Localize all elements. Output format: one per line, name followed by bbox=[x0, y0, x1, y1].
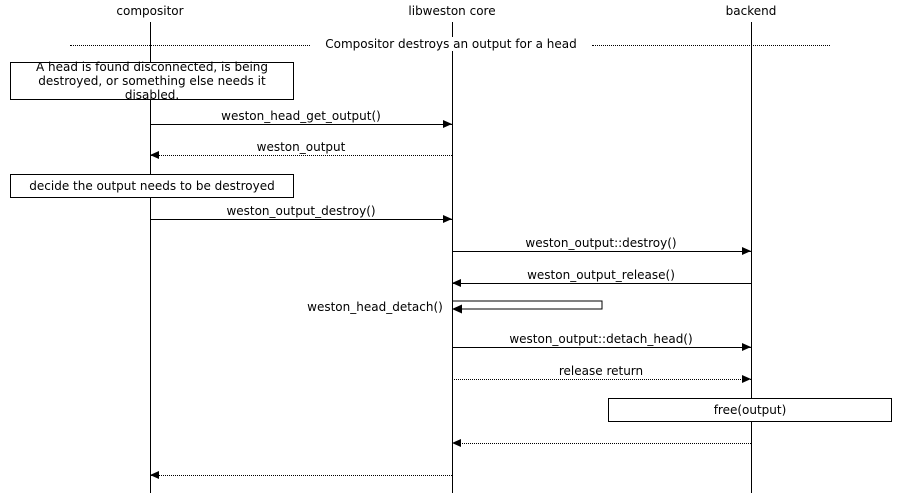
lifeline-libweston-core bbox=[452, 22, 453, 493]
msg-weston-output-destroy-op-label: weston_output::destroy() bbox=[525, 236, 677, 250]
note-free-output: free(output) bbox=[608, 398, 892, 422]
msg-weston-head-get-output-label: weston_head_get_output() bbox=[221, 109, 381, 123]
msg-weston-output-destroy-op-arrowhead bbox=[742, 247, 751, 255]
lifeline-label-compositor: compositor bbox=[116, 4, 184, 18]
msg-weston-output-destroy bbox=[150, 219, 452, 220]
msg-release-return bbox=[452, 379, 751, 380]
lifeline-label-libweston-core: libweston core bbox=[408, 4, 496, 18]
msg-weston-output-detach-head bbox=[452, 347, 751, 348]
msg-weston-output-release bbox=[452, 283, 751, 284]
msg-weston-head-get-output bbox=[150, 124, 452, 125]
diagram-title: Compositor destroys an output for a head bbox=[320, 37, 582, 51]
lifeline-label-backend: backend bbox=[725, 4, 777, 18]
msg-weston-output-destroy-arrowhead bbox=[443, 215, 452, 223]
msg-weston-output-arrowhead bbox=[150, 151, 159, 159]
self-message-path bbox=[452, 300, 612, 324]
title-separator-right bbox=[592, 45, 830, 46]
msg-free-return-arrowhead bbox=[452, 439, 461, 447]
note-head-disconnected: A head is found disconnected, is being destroyed, or something else needs it disabled. bbox=[10, 62, 294, 100]
note-decide-destroy: decide the output needs to be destroyed bbox=[10, 174, 294, 198]
msg-release-return-label: release return bbox=[558, 364, 644, 378]
msg-weston-output-release-arrowhead bbox=[452, 279, 461, 287]
msg-free-return bbox=[452, 443, 751, 444]
msg-weston-output-destroy-op bbox=[452, 251, 751, 252]
msg-weston-head-detach-label: weston_head_detach() bbox=[307, 300, 443, 314]
msg-weston-output bbox=[150, 155, 452, 156]
msg-weston-output-release-label: weston_output_release() bbox=[527, 268, 675, 282]
msg-release-return-arrowhead bbox=[742, 375, 751, 383]
msg-weston-head-get-output-arrowhead bbox=[443, 120, 452, 128]
msg-weston-output-destroy-label: weston_output_destroy() bbox=[226, 204, 376, 218]
lifeline-backend bbox=[751, 22, 752, 493]
title-separator-left bbox=[70, 45, 310, 46]
msg-weston-output-detach-head-label: weston_output::detach_head() bbox=[509, 332, 693, 346]
msg-weston-output-detach-head-arrowhead bbox=[742, 343, 751, 351]
msg-weston-output-label: weston_output bbox=[256, 140, 346, 154]
msg-destroy-return-arrowhead bbox=[150, 471, 159, 479]
msg-destroy-return bbox=[150, 475, 452, 476]
msg-weston-head-detach bbox=[452, 300, 612, 324]
